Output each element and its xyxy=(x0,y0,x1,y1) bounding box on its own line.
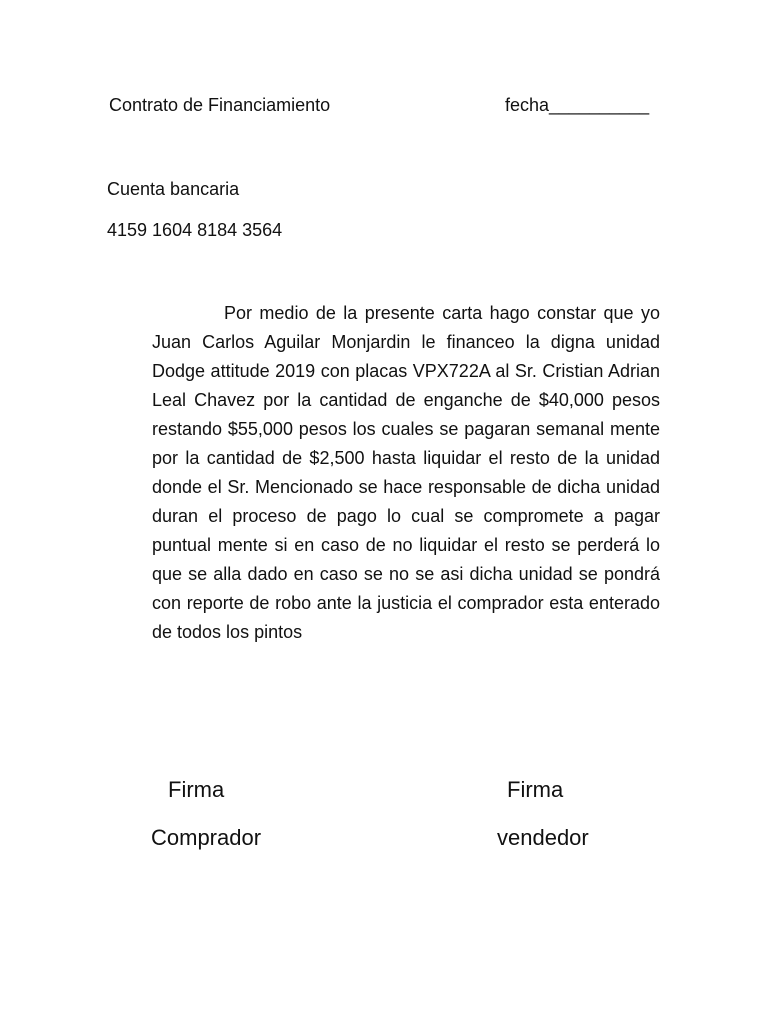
buyer-signature-label: Firma xyxy=(168,777,225,802)
seller-signature-label: Firma xyxy=(507,777,564,802)
buyer-role-label: Comprador xyxy=(151,825,262,850)
date-field-label: fecha__________ xyxy=(505,95,650,115)
document-title: Contrato de Financiamiento xyxy=(109,95,331,115)
contract-body-text: Por medio de la presente carta hago constar que yo Juan Carlos Aguilar Monjardin le financeo la digna unidad Dodge attitude 2019 con placas VPX722A al Sr. Cristian Adrian Leal Chavez por la cantidad de enganche de $40,000 pesos restando $55,000 pesos los cuales se pagaran semanal mente por la cantidad de $2,500 hasta liquidar el resto de la unidad donde el Sr. Mencionado se hace responsable de dicha unidad duran el proceso de pago lo cual se compromete a pagar puntual mente si en caso de no liquidar el resto se perderá lo que se alla dado en caso se no se asi dicha unidad se pondrá con reporte de robo ante la justicia el comprador esta enterado de todos los pintos xyxy=(152,303,660,642)
bank-account-number: 4159 1604 8184 3564 xyxy=(107,220,283,240)
bank-account-label: Cuenta bancaria xyxy=(107,179,240,199)
seller-role-label: vendedor xyxy=(497,825,589,850)
